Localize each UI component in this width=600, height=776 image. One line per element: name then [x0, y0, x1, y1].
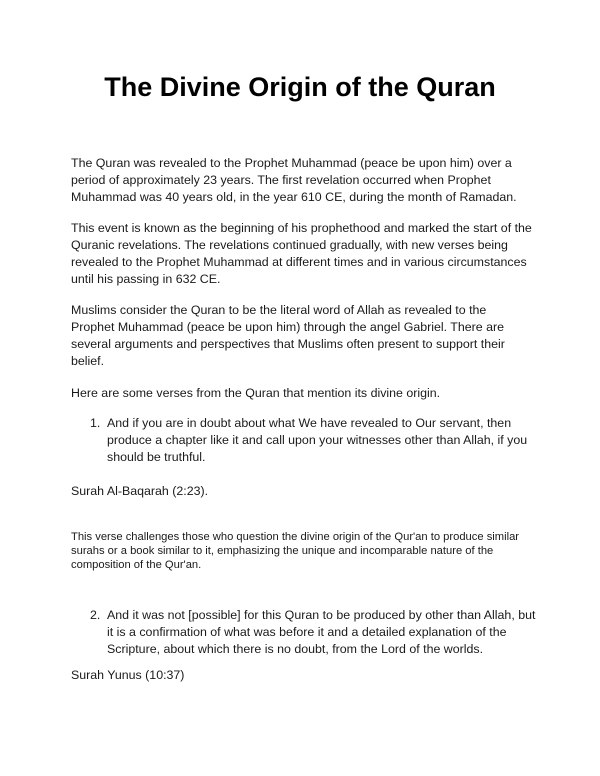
verse-1-reference: Surah Al-Baqarah (2:23). [71, 484, 209, 498]
verse-2-number: 2. [90, 608, 101, 622]
verse-1-commentary: This verse challenges those who question the divine origin of the Qur'an to produce similar surahs or a book similar to it, emphasizing the unique and incomparable nature of the composition of the Qur'an. [71, 531, 520, 571]
document-title: The Divine Origin of the Quran [104, 72, 496, 102]
verse-1-text: And if you are in doubt about what We have revealed to Our servant, then produce a chapter like it and call upon your witnesses other than Allah, if you should be truthful. [107, 416, 528, 464]
paragraph-revelation-period: The Quran was revealed to the Prophet Muhammad (peace be upon him) over a period of approximately 23 years. The first revelation occurred when Prophet Muhammad was 40 years old, in the year 610 CE, during the month of Ramadan. [71, 156, 517, 204]
verse-2-reference: Surah Yunus (10:37) [71, 668, 185, 682]
paragraph-prophethood: This event is known as the beginning of his prophethood and marked the start of the Quranic revelations. The revelations continued gradually, with new verses being revealed to the Prophet Muhammad at different times and in various circumstances until his passing in 632 CE. [71, 221, 532, 286]
paragraph-verses-intro: Here are some verses from the Quran that mention its divine origin. [71, 386, 441, 400]
verse-2-text: And it was not [possible] for this Quran to be produced by other than Allah, but it is a confirmation of what was before it and a detailed explanation of the Scripture, about which there is no doubt, from the Lord of the worlds. [107, 608, 536, 656]
paragraph-literal-word: Muslims consider the Quran to be the literal word of Allah as revealed to the Prophet Muhammad (peace be upon him) through the angel Gabriel. There are several arguments and perspectives that Muslims often present to support their belief. [71, 303, 505, 368]
verse-1-number: 1. [90, 416, 101, 430]
